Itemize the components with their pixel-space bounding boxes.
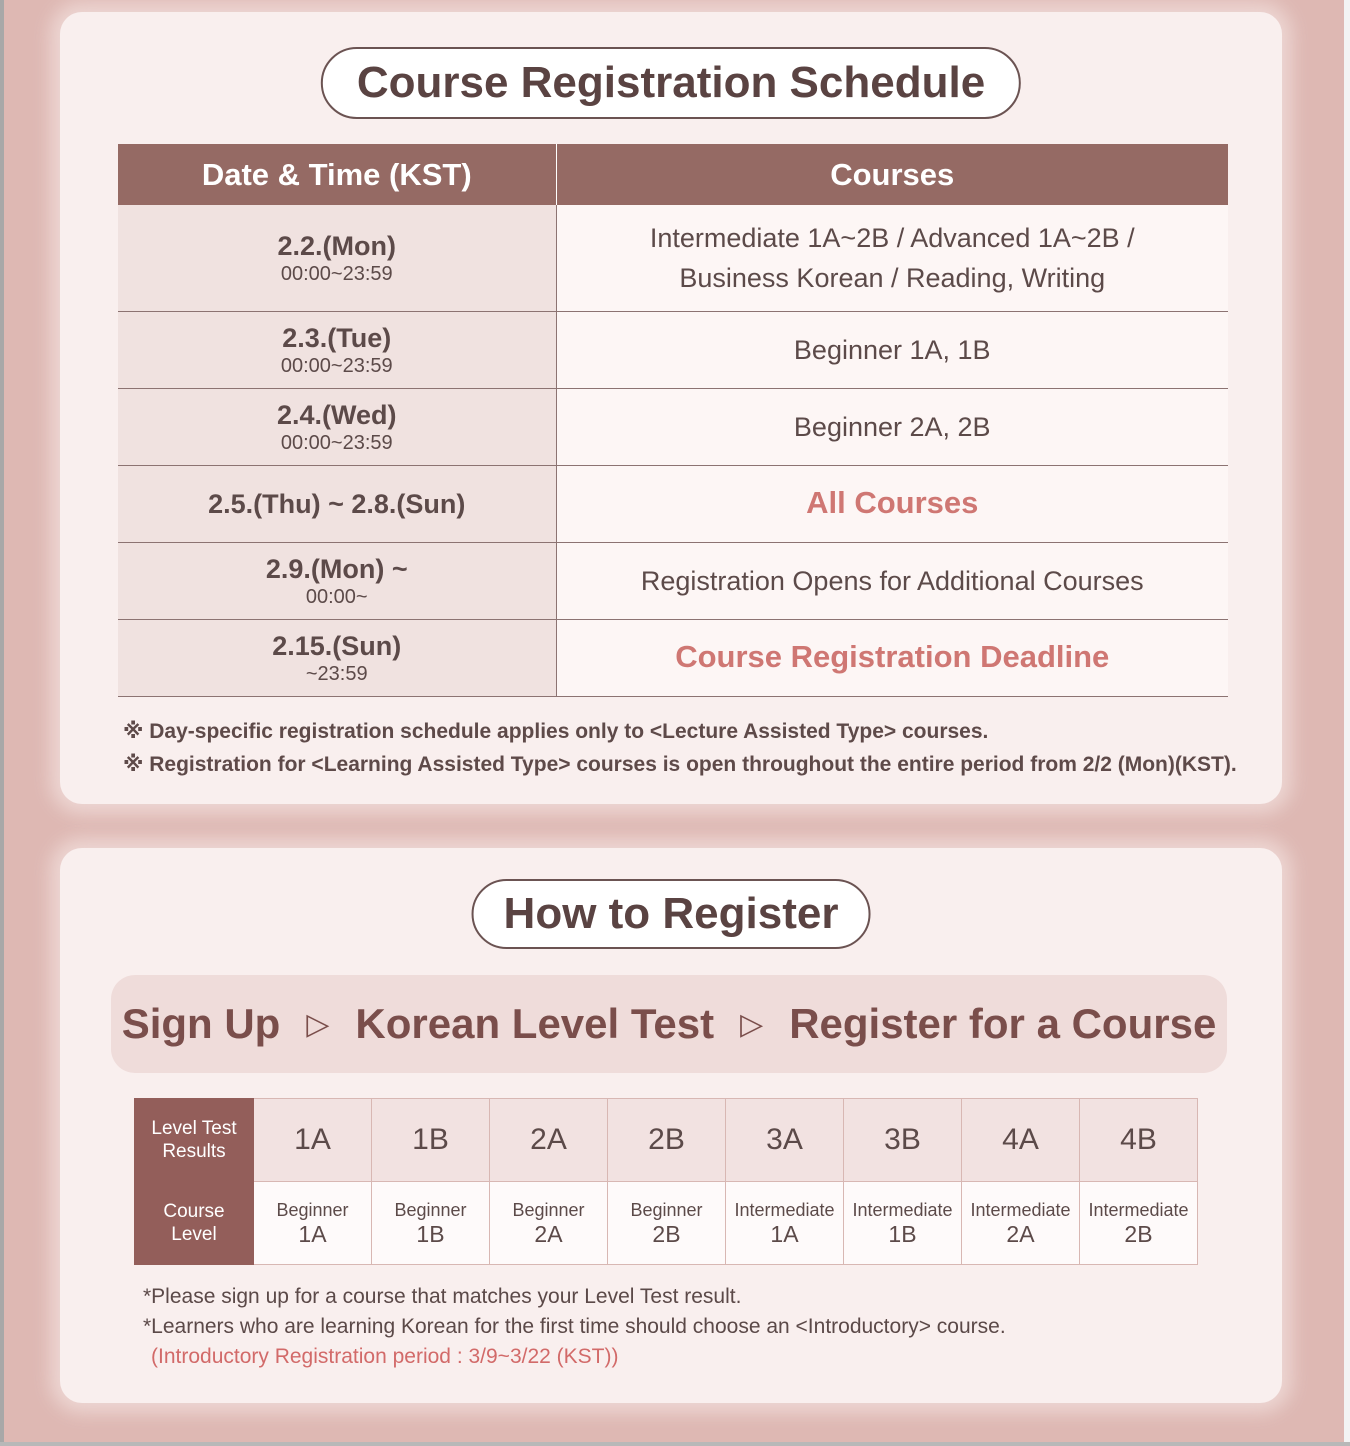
date-cell [118,465,556,542]
level-result-cell: 1A [254,1099,372,1182]
register-note: *Learners who are learning Korean for the first time should choose an <Introductory> course. [143,1315,1006,1338]
schedule-note: ※ Day-specific registration schedule applies only to <Lecture Assisted Type> courses. [123,720,989,743]
level-result-cell: 2A [490,1099,608,1182]
schedule-table [118,144,1228,697]
date-label: 2.4.(Wed) [276,399,397,430]
table-row [118,388,1228,465]
courses-header: Courses [556,144,1228,205]
right-edge [1344,0,1350,1446]
time-label: 00:00~ [305,585,368,608]
level-result-cell: 3A [726,1099,844,1182]
bottom-edge [0,1442,1350,1446]
level-table [134,1098,1198,1265]
table-row [118,311,1228,388]
date-cell [118,542,556,619]
arrow-right-icon: ▷ [740,1007,764,1041]
date-time-header: Date & Time (KST) [118,144,556,205]
level-result-cell: 4A [962,1099,1080,1182]
step-register-course: Register for a Course [789,1000,1217,1047]
course-level-cell: Beginner 1A [254,1182,372,1265]
schedule-card [60,12,1282,804]
date-label: 2.2.(Mon) [277,230,396,261]
deadline-highlight: Course Registration Deadline [675,639,1110,674]
time-label: 00:00~23:59 [280,262,393,285]
course-level-cell: Intermediate 1B [844,1182,962,1265]
course-level-cell: Beginner 2A [490,1182,608,1265]
course-level-row [135,1182,1198,1265]
course-level-cell: Intermediate 2A [962,1182,1080,1265]
time-label: 00:00~23:59 [280,431,393,454]
date-cell [118,388,556,465]
level-result-cell: 2B [608,1099,726,1182]
courses-cell [556,619,1228,696]
course-level-cell: Beginner 2B [608,1182,726,1265]
register-card [60,848,1282,1403]
date-cell [118,619,556,696]
level-result-cell: 3B [844,1099,962,1182]
time-label: ~23:59 [305,662,368,685]
course-level-cell: Intermediate 1A [726,1182,844,1265]
courses-cell: Beginner 1A, 1B [556,311,1228,388]
level-results-row [135,1099,1198,1182]
courses-line: Business Korean / Reading, Writing [679,262,1106,293]
level-result-cell: 4B [1080,1099,1198,1182]
date-cell [118,205,556,311]
schedule-title: Course Registration Schedule [321,47,1021,119]
left-edge [0,0,4,1446]
step-sign-up: Sign Up [121,1000,281,1047]
courses-line: Intermediate 1A~2B / Advanced 1A~2B / [649,222,1135,253]
introductory-period-note: (Introductory Registration period : 3/9~3/22 (KST)) [151,1345,619,1368]
time-label: 00:00~23:59 [280,354,393,377]
courses-cell [556,465,1228,542]
register-title: How to Register [472,879,871,949]
date-label: 2.9.(Mon) ~ [265,553,408,584]
schedule-header-row [118,144,1228,205]
level-result-cell: 1B [372,1099,490,1182]
schedule-notes [123,715,1243,781]
course-level-cell: Intermediate 2B [1080,1182,1198,1265]
course-level-cell: Beginner 1B [372,1182,490,1265]
table-row [118,619,1228,696]
date-label: 2.5.(Thu) ~ 2.8.(Sun) [208,488,466,519]
registration-steps [111,975,1227,1073]
register-notes [143,1282,1223,1372]
level-results-header: Level Test Results [135,1099,254,1182]
courses-cell: Beginner 2A, 2B [556,388,1228,465]
date-cell [118,311,556,388]
table-row [118,465,1228,542]
course-level-header: Course Level [135,1182,254,1265]
courses-cell: Registration Opens for Additional Courses [556,542,1228,619]
schedule-note: ※ Registration for <Learning Assisted Type> courses is open throughout the entire period from 2/2 (Mon)(KST). [123,753,1237,776]
date-label: 2.3.(Tue) [282,322,392,353]
table-row [118,542,1228,619]
table-row [118,205,1228,311]
all-courses-highlight: All Courses [806,485,979,520]
date-label: 2.15.(Sun) [272,630,402,661]
register-note: *Please sign up for a course that matches your Level Test result. [143,1285,742,1308]
courses-cell [556,205,1228,311]
step-level-test: Korean Level Test [355,1000,715,1047]
arrow-right-icon: ▷ [306,1007,330,1041]
